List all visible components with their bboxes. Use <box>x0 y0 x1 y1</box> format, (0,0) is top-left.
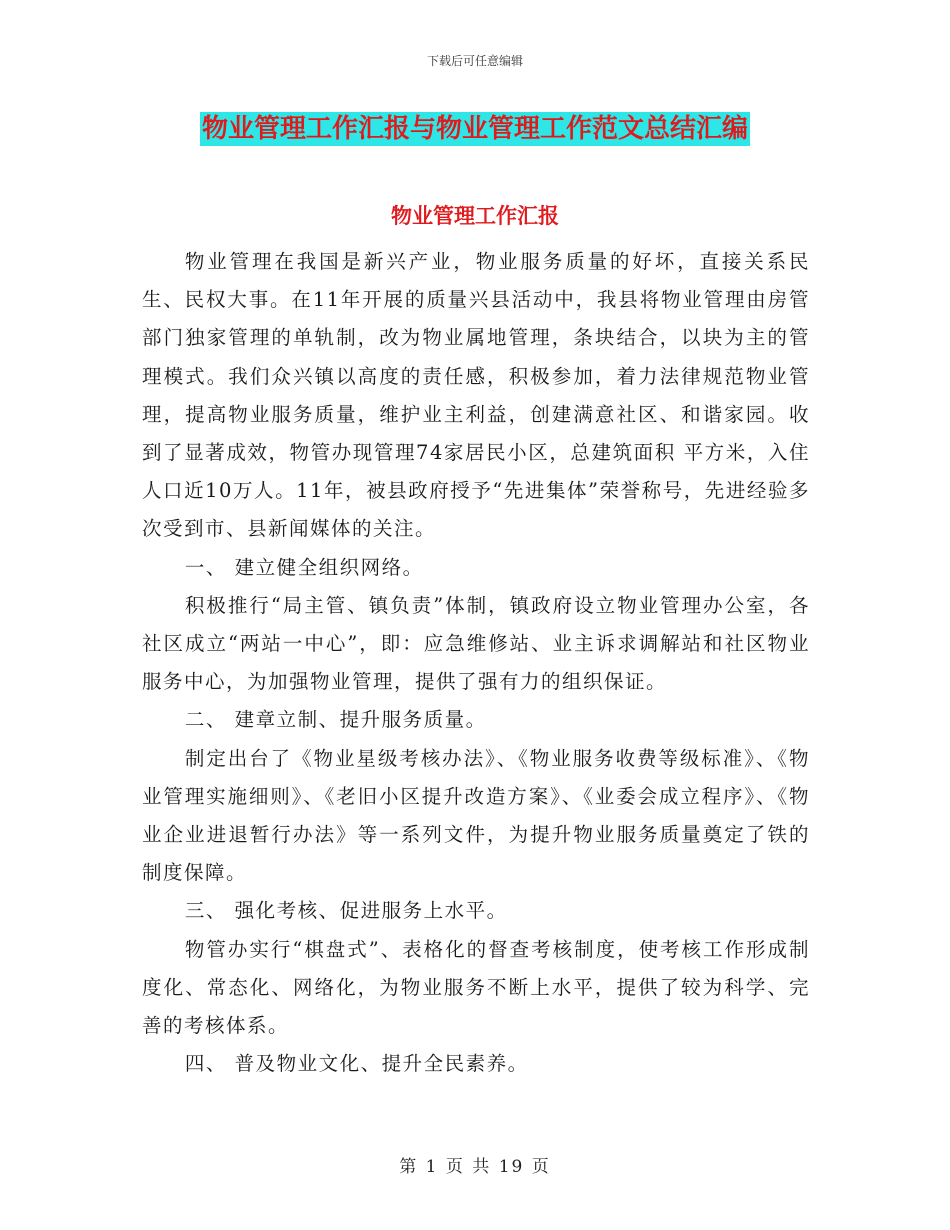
section-heading-1: 一、 建立健全组织网络。 <box>184 555 424 579</box>
page-number: 第 1 页 共 19 页 <box>399 1157 551 1177</box>
document-body <box>142 243 810 1083</box>
section-title: 物业管理工作汇报 <box>391 203 559 228</box>
paragraph-regulations: 制定出台了《物业星级考核办法》、《物业服务收费等级标准》、《物业管理实施细则》、《老旧小区提升改造方案》、《业委会成立程序》、《物业企业进退暂行办法》等一系列文件，为提升物业服务质量奠定了铁的制度保障。 <box>142 746 810 885</box>
paragraph-intro: 物业管理在我国是新兴产业，物业服务质量的好坏，直接关系民生、民权大事。在11年开展的质量兴县活动中，我县将物业管理由房管部门独家管理的单轨制，改为物业属地管理，条块结合，以块为主的管理模式。我们众兴镇以高度的责任感，积极参加，着力法律规范物业管理，提高物业服务质量，维护业主利益，创建满意社区、和谐家园。收到了显著成效，物管办现管理74家居民小区，总建筑面积 平方米，入住人口近10万人。11年，被县政府授予“先进集体”荣誉称号，先进经验多次受到市、县新闻媒体的关注。 <box>142 250 810 541</box>
main-title: 物业管理工作汇报与物业管理工作范文总结汇编 <box>201 114 748 144</box>
page-header-note: 下载后可任意编辑 <box>426 54 523 68</box>
paragraph-assessment: 物管办实行“棋盘式”、表格化的督查考核制度，使考核工作形成制度化、常态化、网络化，为物业服务不断上水平，提供了较为科学、完善的考核体系。 <box>142 937 810 1038</box>
section-heading-3: 三、 强化考核、促进服务上水平。 <box>184 899 508 923</box>
section-heading-2: 二、 建章立制、提升服务质量。 <box>184 708 487 732</box>
main-title-container <box>0 112 950 146</box>
section-heading-4: 四、 普及物业文化、提升全民素养。 <box>184 1052 529 1076</box>
paragraph-organization: 积极推行“局主管、镇负责”体制，镇政府设立物业管理办公室，各社区成立“两站一中心”，即：应急维修站、业主诉求调解站和社区物业服务中心，为加强物业管理，提供了强有力的组织保证。 <box>142 593 810 694</box>
